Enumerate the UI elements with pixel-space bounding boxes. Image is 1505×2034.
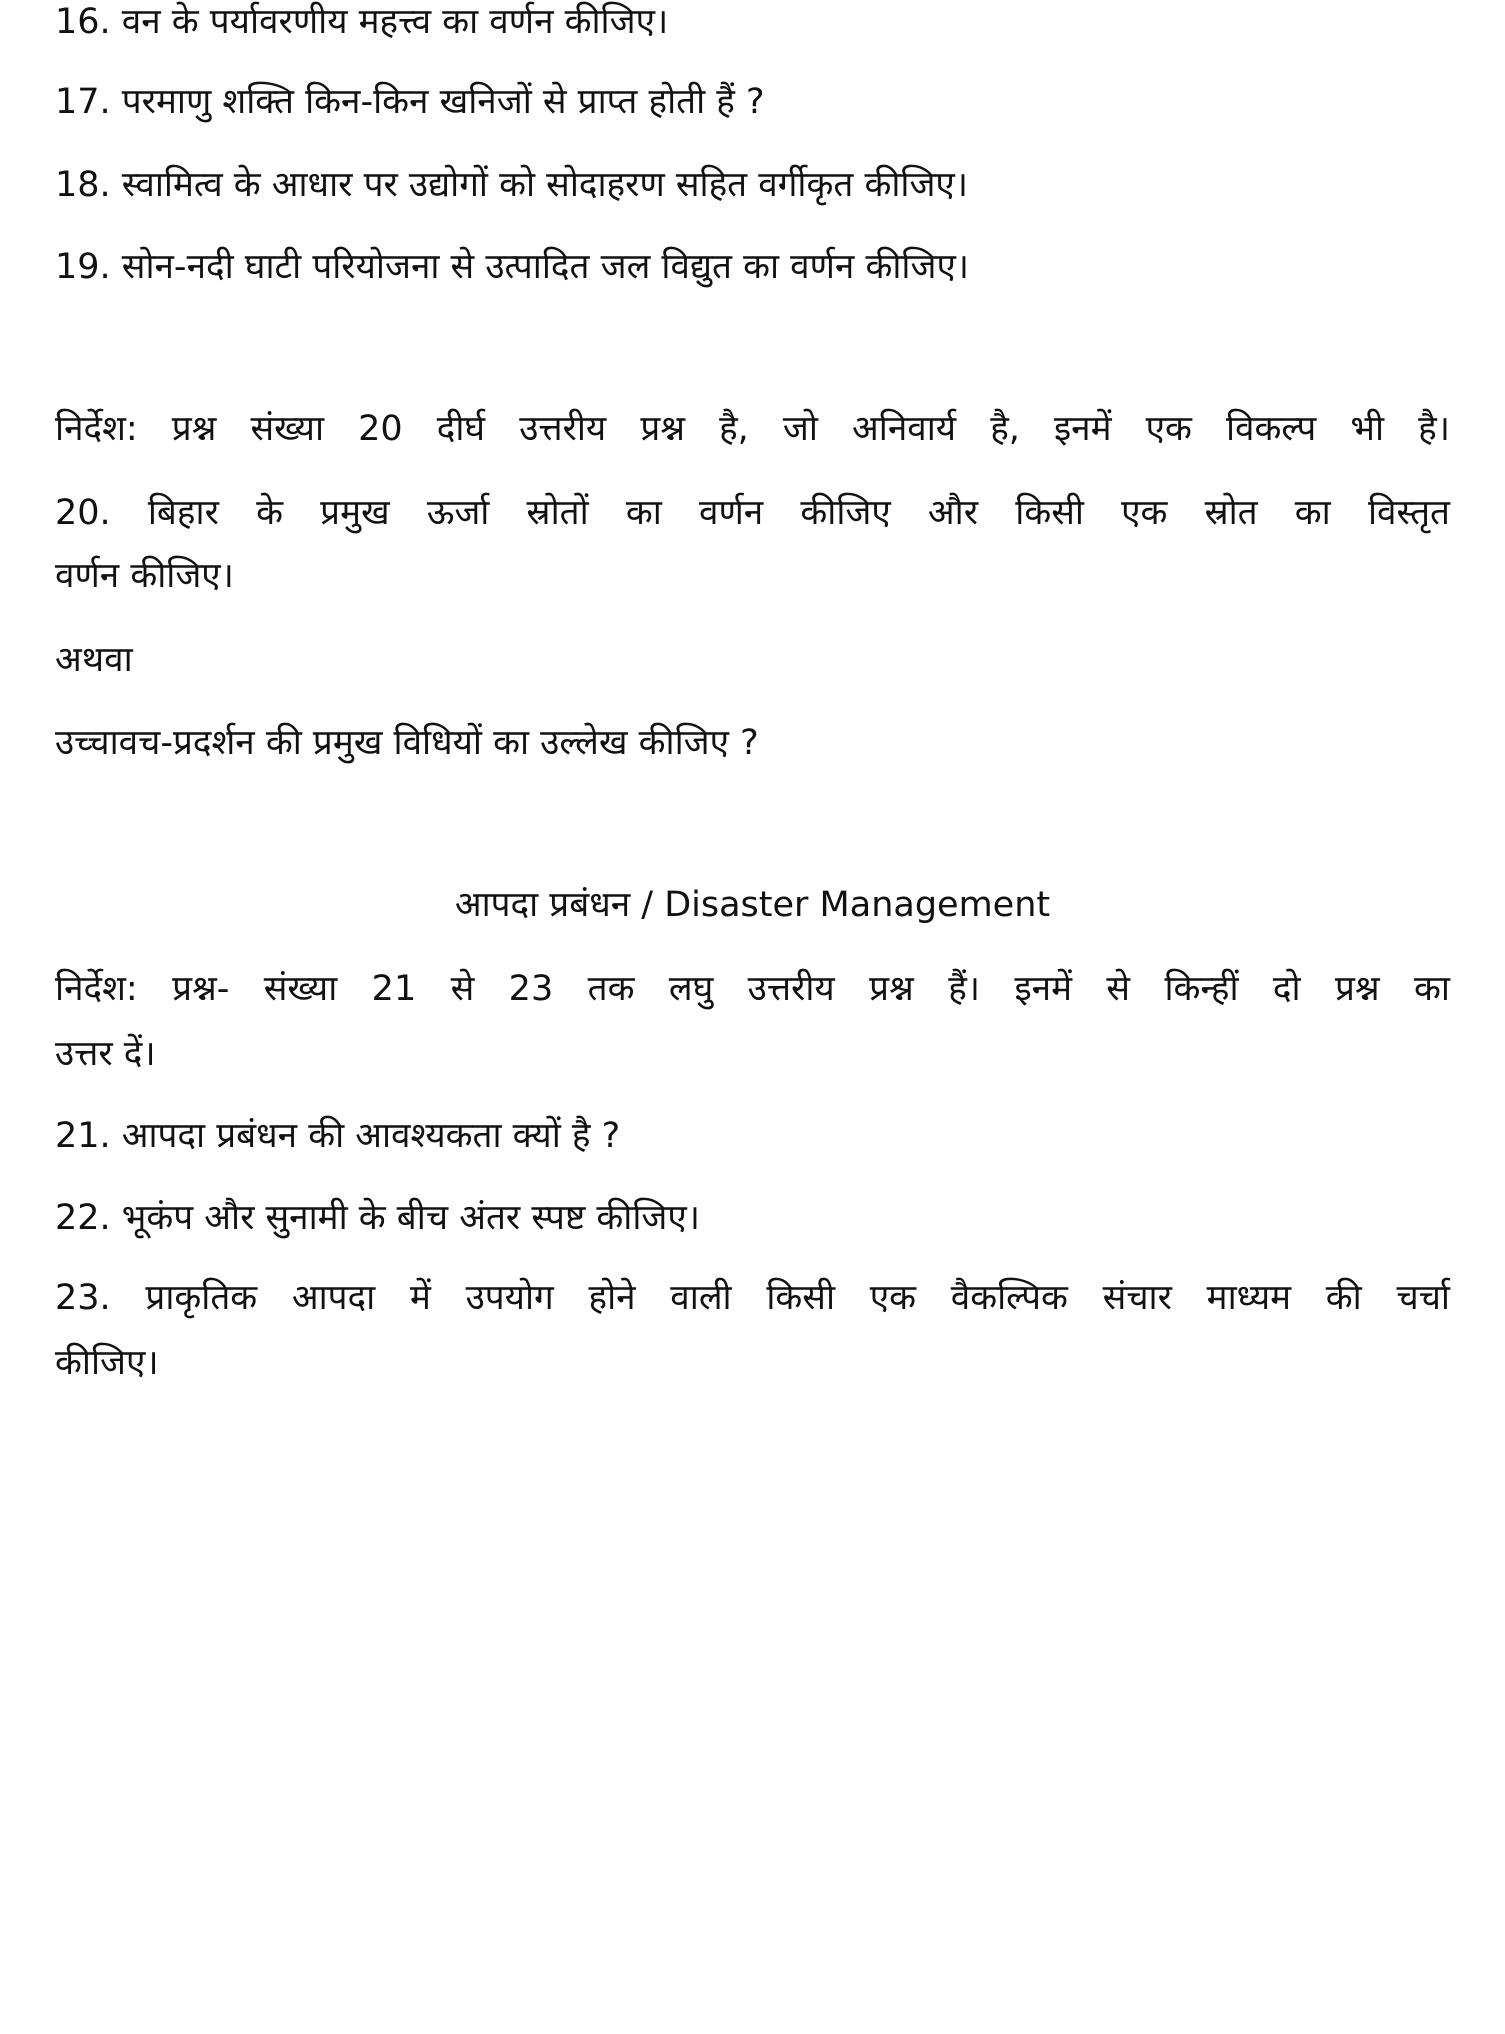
question-23-line1: 23. प्राकृतिक आपदा में उपयोग होने वाली किसी एक वैकल्पिक संचार माध्यम की चर्चा — [55, 1278, 1450, 1318]
question-19: 19. सोन-नदी घाटी परियोजना से उत्पादित जल विद्युत का वर्णन कीजिए। — [55, 247, 970, 287]
question-23-line2: कीजिए। — [55, 1343, 159, 1383]
question-21: 21. आपदा प्रबंधन की आवश्यकता क्यों है ? — [55, 1116, 621, 1156]
instruction-long-answer: निर्देश: प्रश्न संख्या 20 दीर्घ उत्तरीय प्रश्न है, जो अनिवार्य है, इनमें एक विकल्प भी है। — [55, 409, 1450, 449]
or-label: अथवा — [55, 640, 133, 680]
section-heading: आपदा प्रबंधन / Disaster Management — [454, 885, 1051, 925]
question-18: 18. स्वामित्व के आधार पर उद्योगों को सोदाहरण सहित वर्गीकृत कीजिए। — [55, 165, 969, 205]
instruction-short-line2: उत्तर दें। — [55, 1034, 156, 1074]
instruction-short-line1: निर्देश: प्रश्न- संख्या 21 से 23 तक लघु उत्तरीय प्रश्न हैं। इनमें से किन्हीं दो प्रश्न का — [55, 969, 1450, 1009]
question-16: 16. वन के पर्यावरणीय महत्त्व का वर्णन कीजिए। — [55, 2, 669, 42]
question-22: 22. भूकंप और सुनामी के बीच अंतर स्पष्ट कीजिए। — [55, 1198, 700, 1238]
question-17: 17. परमाणु शक्ति किन-किन खनिजों से प्राप्त होती हैं ? — [55, 82, 765, 122]
question-20-line1: 20. बिहार के प्रमुख ऊर्जा स्रोतों का वर्णन कीजिए और किसी एक स्रोत का विस्तृत — [55, 493, 1450, 533]
question-20-alternative: उच्चावच-प्रदर्शन की प्रमुख विधियों का उल्लेख कीजिए ? — [55, 723, 759, 763]
question-20-line2: वर्णन कीजिए। — [55, 556, 234, 596]
